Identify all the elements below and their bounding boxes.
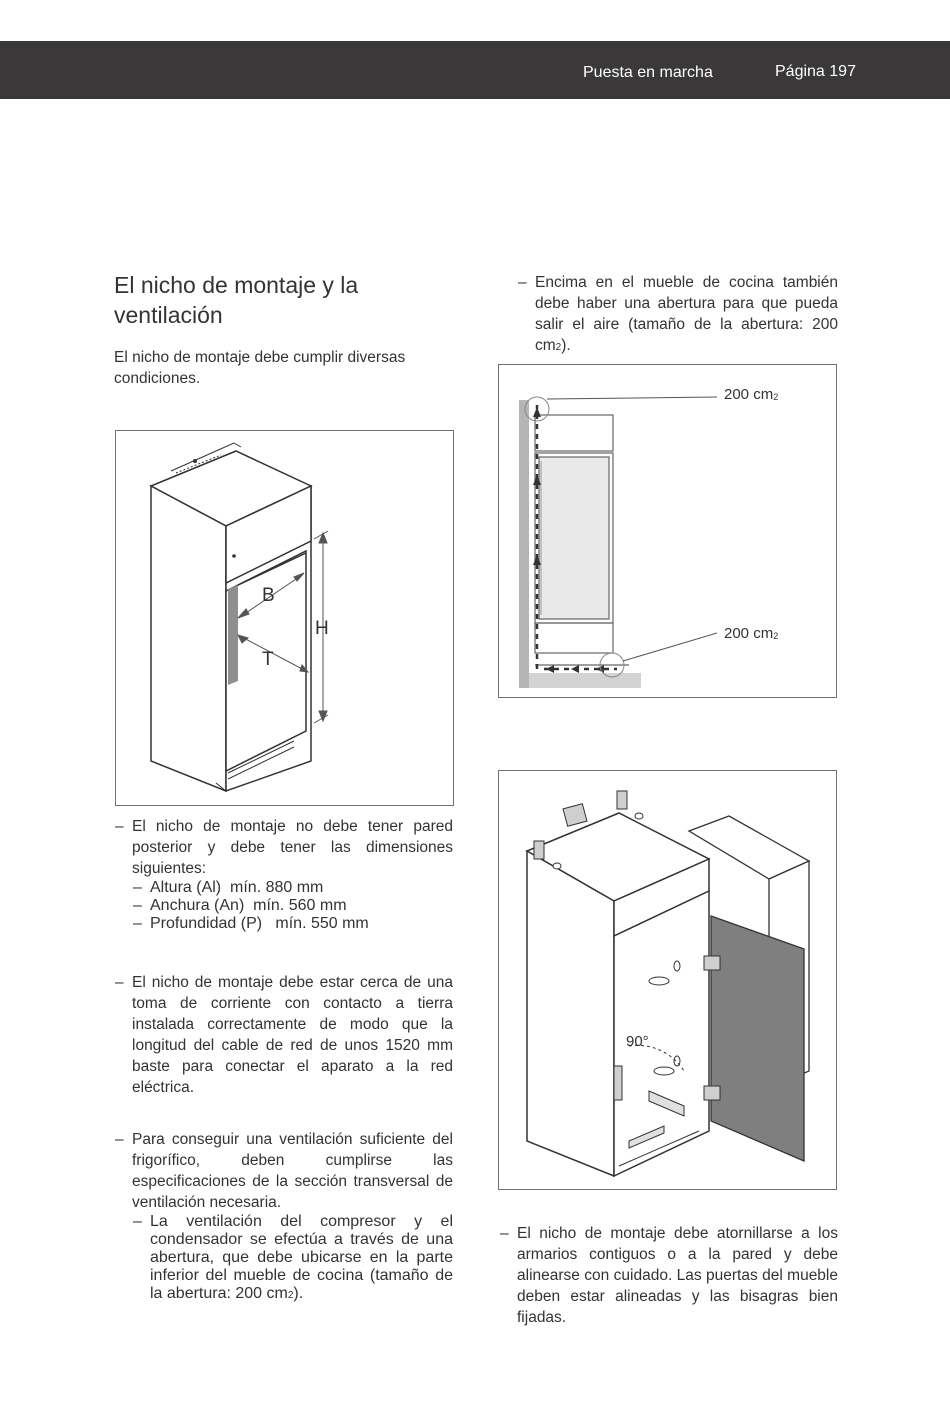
screw-bullet <box>500 1223 838 1328</box>
svg-text:200 cm2: 200 cm2 <box>724 625 779 642</box>
list-item-text: Para conseguir una ventilación suficiente del frigorífico, deben cumplirse las especificaciones de la sección transversal de ventilación necesaria. <box>132 1131 453 1211</box>
list-item: – El nicho de montaje no debe tener pared posterior y debe tener las dimensiones siguientes: <box>115 818 453 877</box>
sub-list-item: – Anchura (An) mín. 560 mm <box>133 897 347 914</box>
intro-paragraph: El nicho de montaje debe cumplir diversas condiciones. <box>114 349 406 387</box>
ventilation-bullet <box>115 1129 453 1303</box>
airflow-illustration <box>499 365 838 699</box>
top-opening-bullet <box>518 272 838 358</box>
list-item-text: El nicho de montaje debe estar cerca de una toma de corriente con contacto a tierra instalada correctamente de modo que la longitud del cable de red de unos 1520 mm baste para conectar el aparato a la red eléctrica. <box>132 974 453 1096</box>
socket-bullet <box>115 972 453 1098</box>
list-item: – Para conseguir una ventilación suficiente del frigorífico, deben cumplirse las especificaciones de la sección transversal de ventilación necesaria. <box>115 1131 453 1211</box>
dimensions-bullet <box>115 816 453 933</box>
label-b: B <box>262 585 275 606</box>
dimension-height: Altura (Al) mín. 880 mm <box>150 879 324 896</box>
svg-text:200 cm2: 200 cm2 <box>724 386 779 403</box>
list-item-text: El nicho de montaje no debe tener pared posterior y debe tener las dimensiones siguientes: <box>132 818 453 877</box>
airflow-figure <box>498 364 837 698</box>
sub-list-item: – Altura (Al) mín. 880 mm <box>133 879 324 896</box>
mounting-illustration <box>499 771 838 1191</box>
airflow-top-label: 200 cm <box>724 386 774 403</box>
section-heading: El nicho de montaje y la ventilación <box>114 272 359 328</box>
compressor-text: La ventilación del compresor y el condensador se efectúa a través de una abertura, que debe ubicarse en la parte inferior del mueble de cocina (tamaño de la abertura: 200 cm <box>150 1213 453 1302</box>
niche-dimensions-figure <box>115 430 454 806</box>
dimension-depth: Profundidad (P) mín. 550 mm <box>150 915 369 932</box>
niche-cabinet-illustration <box>116 431 455 807</box>
list-item: – Encima en el mueble de cocina también debe haber una abertura para que pueda salir el aire (tamaño de la abertura: 200 cm2). <box>518 274 838 354</box>
sub-list-item: – La ventilación del compresor y el condensador se efectúa a través de una abertura, que debe ubicarse en la parte inferior del mueble de cocina (tamaño de la abertura: 200 cm2). <box>133 1213 453 1302</box>
airflow-bottom-label: 200 cm <box>724 625 774 642</box>
page-number: Página 197 <box>775 63 856 80</box>
mounting-figure <box>498 770 837 1190</box>
label-t: T <box>262 649 274 670</box>
angle-label: 90° <box>626 1033 649 1050</box>
dimension-width: Anchura (An) mín. 560 mm <box>150 897 347 914</box>
list-item-text: El nicho de montaje debe atornillarse a los armarios contiguos o a la pared y debe alinearse con cuidado. Las puertas del mueble deben estar alineadas y las bisagras bien fijadas. <box>517 1225 838 1326</box>
label-h: H <box>315 618 329 639</box>
list-item-text: Encima en el mueble de cocina también debe haber una abertura para que pueda salir el aire (tamaño de la abertura: 200 cm <box>535 274 838 354</box>
list-item: – El nicho de montaje debe atornillarse a los armarios contiguos o a la pared y debe alinearse con cuidado. Las puertas del mueble deben estar alineadas y las bisagras bien fijadas. <box>500 1225 838 1326</box>
list-item: – El nicho de montaje debe estar cerca de una toma de corriente con contacto a tierra instalada correctamente de modo que la longitud del cable de red de unos 1520 mm baste para conectar el aparato a la red eléctrica. <box>115 974 453 1096</box>
sub-list-item: – Profundidad (P) mín. 550 mm <box>133 915 369 932</box>
header-section-title: Puesta en marcha <box>583 64 713 81</box>
